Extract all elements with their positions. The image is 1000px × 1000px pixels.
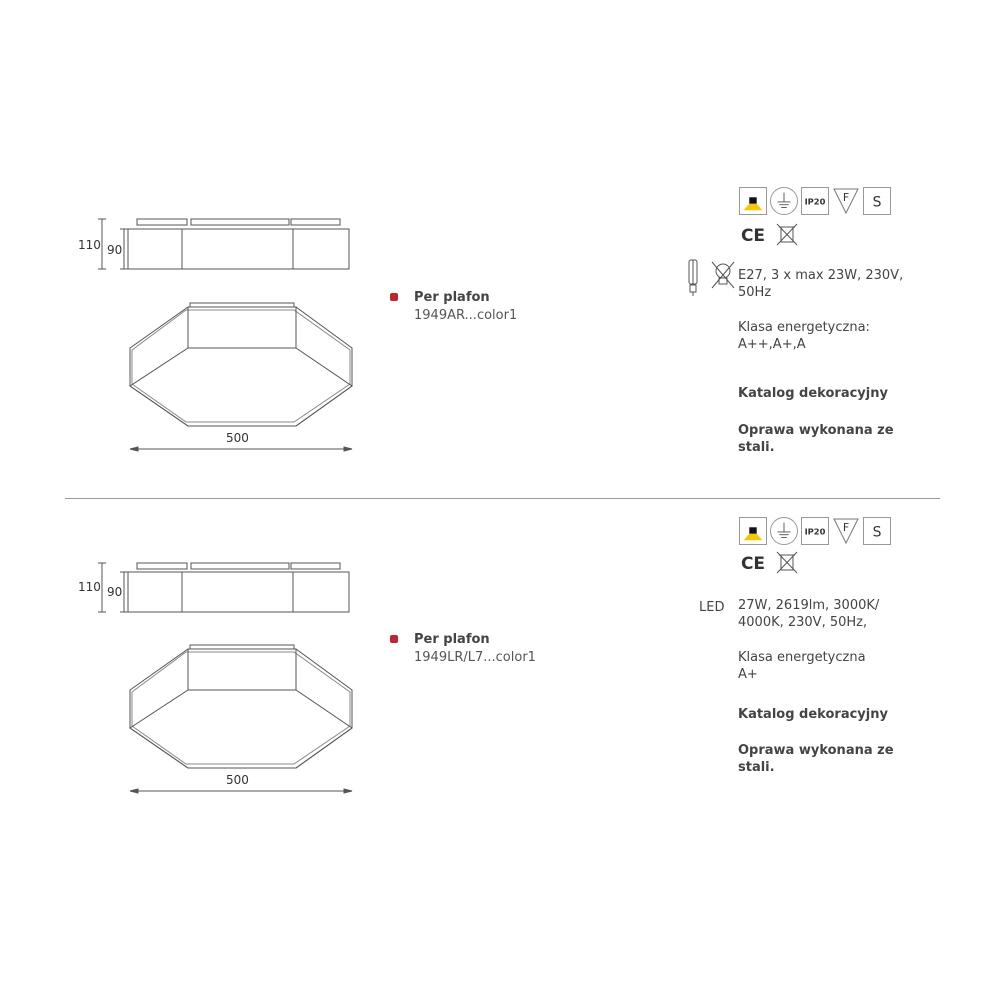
spec-line: E27, 3 x max 23W, 230V,: [738, 268, 904, 283]
ce-mark-icon: [739, 548, 767, 576]
variant-code: 1949LR/L7...color1: [414, 650, 536, 665]
light-source-label: LED: [699, 600, 725, 615]
variant-title: Per plafon: [414, 632, 490, 647]
s-mark-icon: [863, 517, 891, 545]
body-height-label: 90: [107, 243, 123, 257]
technical-drawing: [60, 510, 380, 810]
light-output-icon: [739, 517, 767, 545]
weee-bin-icon: [773, 220, 801, 248]
spec-line: 50Hz: [738, 285, 772, 300]
ip-rating-label: IP20: [804, 526, 826, 537]
bulb-icon: [684, 258, 702, 298]
no-disposal-bulb-icon: [710, 260, 736, 290]
product-section-b: [0, 510, 1000, 850]
catalog-label: Katalog dekoracyjny: [738, 707, 888, 722]
width-dimension: [130, 789, 352, 793]
side-view: [128, 563, 349, 612]
f-mark-icon: [832, 517, 860, 545]
width-label: 500: [226, 431, 249, 445]
material-line: stali.: [738, 760, 775, 775]
light-output-icon: [739, 187, 767, 215]
ce-mark-label: CE: [740, 226, 766, 246]
ce-mark-label: CE: [740, 554, 766, 574]
width-dimension: [130, 447, 352, 451]
variant-bullet: [390, 293, 398, 301]
technical-drawing: [60, 170, 380, 470]
variant-code: 1949AR...color1: [414, 308, 518, 323]
s-mark-label: S: [872, 194, 882, 211]
width-label: 500: [226, 773, 249, 787]
total-height-label: 110: [78, 580, 101, 594]
product-section-a: [0, 170, 1000, 510]
top-view-hexagon: [130, 303, 352, 426]
material-line: Oprawa wykonana ze: [738, 423, 894, 438]
total-height-label: 110: [78, 238, 101, 252]
section-divider: [65, 498, 940, 499]
energy-class-value: A+: [738, 667, 758, 682]
energy-class-label: Klasa energetyczna:: [738, 320, 870, 335]
f-mark-label: F: [842, 521, 850, 534]
ground-protection-icon: [770, 187, 798, 215]
ip-rating-icon: [801, 517, 829, 545]
energy-class-label: Klasa energetyczna: [738, 650, 866, 665]
variant-title: Per plafon: [414, 290, 490, 305]
weee-bin-icon: [773, 548, 801, 576]
energy-class-value: A++,A+,A: [738, 337, 806, 352]
f-mark-icon: [832, 187, 860, 215]
side-view: [128, 219, 349, 269]
material-line: stali.: [738, 440, 775, 455]
ce-mark-icon: [739, 220, 767, 248]
s-mark-label: S: [872, 524, 882, 541]
variant-bullet: [390, 635, 398, 643]
ground-protection-icon: [770, 517, 798, 545]
f-mark-label: F: [842, 191, 850, 204]
spec-line: 27W, 2619lm, 3000K/: [738, 598, 880, 613]
catalog-label: Katalog dekoracyjny: [738, 386, 888, 401]
ip-rating-label: IP20: [804, 196, 826, 207]
spec-line: 4000K, 230V, 50Hz,: [738, 615, 868, 630]
s-mark-icon: [863, 187, 891, 215]
material-line: Oprawa wykonana ze: [738, 743, 894, 758]
top-view-hexagon: [130, 645, 352, 768]
ip-rating-icon: [801, 187, 829, 215]
body-height-label: 90: [107, 585, 123, 599]
